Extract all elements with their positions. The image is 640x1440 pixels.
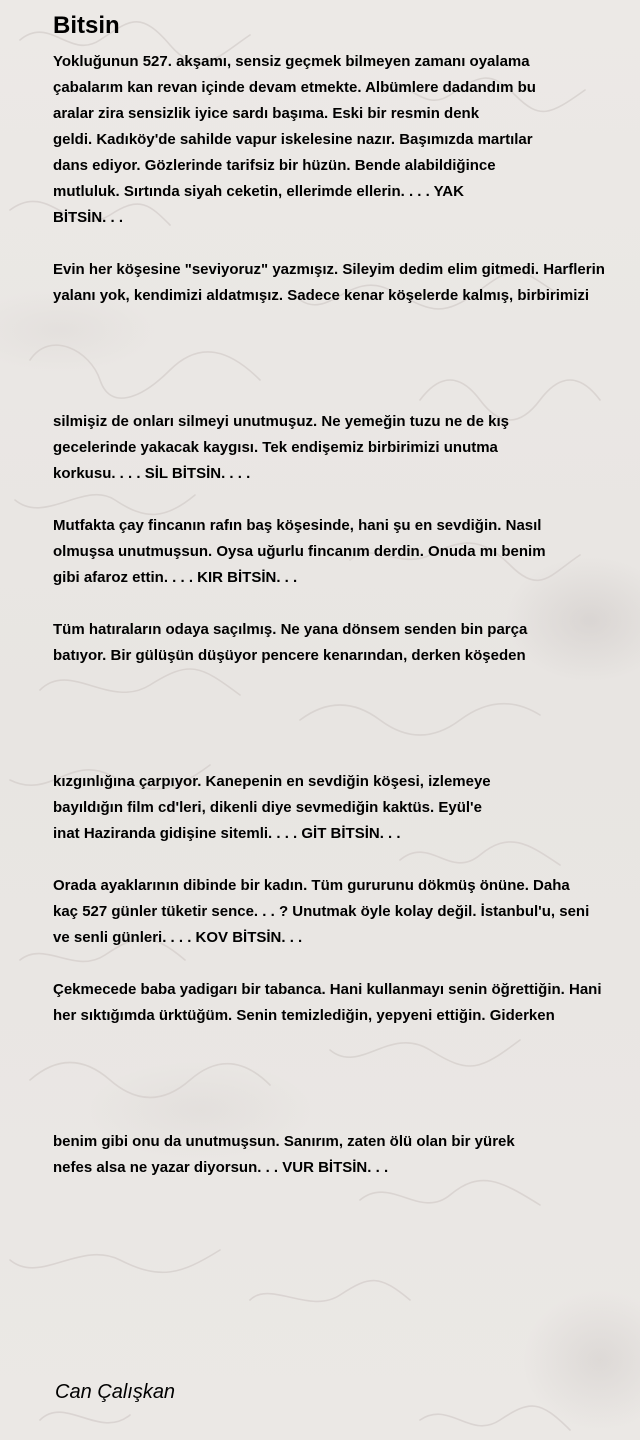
poem-line: dans ediyor. Gözlerinde tarifsiz bir hüzün. Bende alabildiğince: [53, 157, 496, 174]
poem-line: çabalarım kan revan içinde devam etmekte. Albümlere dadandım bu: [53, 79, 536, 96]
poem-line: Yokluğunun 527. akşamı, sensiz geçmek bilmeyen zamanı oyalama: [53, 53, 530, 70]
poem-line: inat Haziranda gidişine sitemli. . . . GİT BİTSİN. . .: [53, 825, 401, 842]
poem-line: kızgınlığına çarpıyor. Kanepenin en sevdiğin köşesi, izlemeye: [53, 773, 491, 790]
poem-line: Orada ayaklarının dibinde bir kadın. Tüm gururunu dökmüş önüne. Daha: [53, 877, 570, 894]
poem-line: gecelerinde yakacak kaygısı. Tek endişemiz birbirimizi unutma: [53, 439, 498, 456]
poem-author: Can Çalışkan: [55, 1381, 176, 1403]
poem-line: ve senli günleri. . . . KOV BİTSİN. . .: [53, 929, 303, 946]
poem-line: olmuşsa unutmuşsun. Oysa uğurlu fincanım derdin. Onuda mı benim: [53, 543, 546, 560]
poem-line: Evin her köşesine "seviyoruz" yazmışız. Sileyim dedim elim gitmedi. Harflerin: [53, 261, 605, 278]
poem-title: Bitsin: [53, 12, 120, 39]
poem-line: Mutfakta çay fincanın rafın baş köşesinde, hani şu en sevdiğin. Nasıl: [53, 517, 542, 534]
poem-line: aralar zira sensizlik iyice sardı başıma. Eski bir resmin denk: [53, 105, 480, 122]
poem-line: korkusu. . . . SİL BİTSİN. . . .: [53, 465, 251, 482]
poem-line: geldi. Kadıköy'de sahilde vapur iskelesine nazır. Başımızda martılar: [53, 131, 533, 148]
poem-line: nefes alsa ne yazar diyorsun. . . VUR BİTSİN. . .: [53, 1159, 389, 1176]
poem-line: Çekmecede baba yadigarı bir tabanca. Hani kullanmayı senin öğrettiğin. Hani: [53, 981, 602, 998]
poem-line: Tüm hatıraların odaya saçılmış. Ne yana dönsem senden bin parça: [53, 621, 528, 638]
poem-line: mutluluk. Sırtında siyah ceketin, ellerimde ellerin. . . . YAK: [53, 183, 464, 200]
poem-line: yalanı yok, kendimizi aldatmışız. Sadece kenar köşelerde kalmış, birbirimizi: [53, 287, 590, 304]
poem-line: batıyor. Bir gülüşün düşüyor pencere kenarından, derken köşeden: [53, 647, 526, 664]
poem-line: benim gibi onu da unutmuşsun. Sanırım, zaten ölü olan bir yürek: [53, 1133, 515, 1150]
poem-line: silmişiz de onları silmeyi unutmuşuz. Ne yemeğin tuzu ne de kış: [53, 413, 509, 430]
poem-line: BİTSİN. . .: [53, 209, 124, 226]
poem-line: gibi afaroz ettin. . . . KIR BİTSİN. . .: [53, 569, 298, 586]
poem-line: kaç 527 günler tüketir sence. . . ? Unutmak öyle kolay değil. İstanbul'u, seni: [53, 903, 590, 920]
poem-line: bayıldığın film cd'leri, dikenli diye sevmediğin kaktüs. Eyül'e: [53, 799, 482, 816]
poem-line: her sıktığımda ürktüğüm. Senin temizlediğin, yepyeni ettiğin. Giderken: [53, 1007, 555, 1024]
